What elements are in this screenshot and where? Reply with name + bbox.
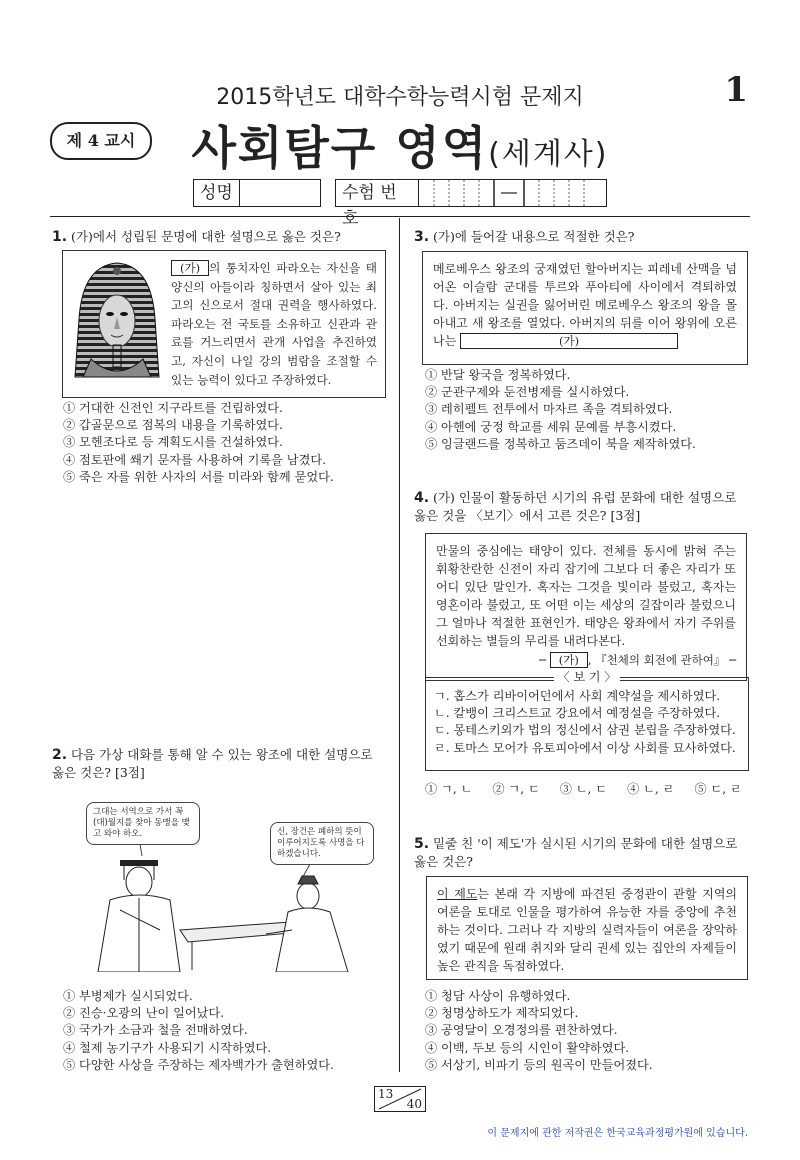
- page-counter: [374, 1086, 426, 1112]
- q4-bogi-item-3: ㄷ. 몽테스키외가 법의 정신에서 삼권 분립을 주장하였다.: [434, 723, 736, 738]
- q5-options: [425, 988, 653, 1074]
- q2-dialogue-illustration: [80, 800, 370, 972]
- q3-number: 3.: [414, 229, 430, 245]
- q3-option-4[interactable]: ④ 아헨에 궁정 학교를 세워 문예를 부흥시켰다.: [425, 419, 677, 434]
- q4-cite-prefix: ─: [539, 653, 547, 667]
- exam-title: 2015학년도 대학수학능력시험 문제지: [216, 85, 584, 110]
- q5-option-2[interactable]: ② 청명상하도가 제작되었다.: [425, 1006, 579, 1021]
- q5-stem: [414, 835, 748, 871]
- q1-number: 1.: [52, 229, 68, 245]
- q5-option-5[interactable]: ⑤ 서상기, 비파기 등의 원곡이 만들어졌다.: [425, 1057, 653, 1072]
- q5-passage: 는 본래 각 지방에 파견된 중정관이 관할 지역의 여론을 토대로 인물을 평가하여 유능한 자를 중앙에 추천하는 것이다. 그러나 각 지방의 실력자들이 여론을 장악하였기 때문에 원래 취지와 달리 권세 있는 집안의 자제들이 높은 관직을 독점하였다.: [437, 887, 738, 973]
- q4-bogi-item-2: ㄴ. 칼뱅이 크리스트교 강요에서 예정설을 주장하였다.: [434, 706, 721, 721]
- q3-option-5[interactable]: ⑤ 잉글랜드를 정복하고 둠즈데이 북을 제작하였다.: [425, 436, 696, 451]
- q3-option-2[interactable]: ② 군관구제와 둔전병제를 실시하였다.: [425, 385, 630, 400]
- exam-number-label: 수험 번호: [336, 180, 419, 206]
- page-total: 40: [406, 1097, 422, 1111]
- q2-option-4[interactable]: ④ 철제 농기구가 사용되기 시작하였다.: [63, 1040, 272, 1055]
- q3-passage: 메로베우스 왕조의 궁재였던 할아버지는 피레네 산맥을 넘어온 이슬람 군대를 투르와 푸아티에 사이에서 격퇴하였다. 아버지는 실권을 잃어버린 메로베우스 왕조의 왕을 몰아내고 새 왕조를 열었다. 아버지의 뒤를 이어 왕위에 오른 나는: [433, 262, 737, 348]
- q4-passage-box: [425, 533, 747, 681]
- q4-bogi-item-1: ㄱ. 홉스가 리바이어던에서 사회 계약설을 제시하였다.: [434, 689, 721, 703]
- q4-citation: [436, 651, 736, 669]
- q1-stem: [52, 228, 392, 246]
- session-badge: 제 4 교시: [50, 122, 152, 160]
- q2-option-2[interactable]: ② 진승·오광의 난이 일어났다.: [63, 1006, 225, 1021]
- q1-option-4[interactable]: ④ 점토판에 쐐기 문자를 사용하여 기록을 남겼다.: [63, 452, 326, 467]
- q4-choice-1[interactable]: ① ㄱ, ㄴ: [425, 782, 473, 796]
- q5-passage-box: [426, 876, 748, 980]
- q4-choice-5[interactable]: ⑤ ㄷ, ㄹ: [694, 782, 742, 796]
- copyright-notice: 이 문제지에 관한 저작권은 한국교육과정평가원에 있습니다.: [487, 1128, 748, 1139]
- q5-option-4[interactable]: ④ 이백, 두보 등의 시인이 활약하였다.: [425, 1040, 630, 1055]
- q1-option-5[interactable]: ⑤ 죽은 자를 위한 사자의 서를 미라와 함께 묻었다.: [63, 469, 334, 484]
- q2-option-5[interactable]: ⑤ 다양한 사상을 주장하는 제자백가가 출현하였다.: [63, 1057, 334, 1072]
- q4-choice-2[interactable]: ② ㄱ, ㄷ: [492, 782, 540, 796]
- header-divider: [50, 216, 750, 217]
- q4-bogi-item-4: ㄹ. 토마스 모어가 유토피아에서 이상 사회를 묘사하였다.: [434, 740, 736, 755]
- q2-number: 2.: [52, 747, 68, 763]
- q5-option-3[interactable]: ③ 공영달이 오경정의를 편찬하였다.: [425, 1023, 618, 1038]
- q1-options: [63, 400, 334, 486]
- q4-choice-3[interactable]: ③ ㄴ, ㄷ: [559, 782, 608, 796]
- q4-choice-4[interactable]: ④ ㄴ, ㄹ: [627, 782, 675, 796]
- q3-passage-box: [422, 251, 748, 365]
- pharaoh-mask-image: [71, 259, 163, 385]
- q2-option-3[interactable]: ③ 국가가 소금과 철을 전매하였다.: [63, 1023, 248, 1038]
- q4-choices: [425, 781, 745, 798]
- emperor-speech-bubble: 그대는 서역으로 가서 꼭 (대)월지를 찾아 동맹을 맺고 와야 하오.: [86, 802, 200, 845]
- q2-option-1[interactable]: ① 부병제가 실시되었다.: [63, 989, 193, 1003]
- q1-stem-text: (가)에서 성립된 문명에 대한 설명으로 옳은 것은?: [71, 229, 341, 244]
- q5-underlined-term: 이 제도: [437, 887, 478, 901]
- q1-passage-text: 의 통치자인 파라오는 자신을 태양신의 아들이라 칭하면서 살아 있는 최고의 신으로서 절대 권력을 행사하였다. 파라오는 전 국토를 소유하고 신관과 관료를 거느리면서 관개 사업을 추진하였고, 자신이 나일 강의 범람을 조절할 수 있는 능력이 있다고 주장하였다.: [171, 261, 377, 387]
- dialogue-figures: [80, 800, 370, 972]
- q2-options: [63, 988, 334, 1074]
- q4-stem-text: (가) 인물이 활동하던 시기의 유럽 문화에 대한 설명으로 옳은 것을 〈보기〉에서 고른 것은? [3점]: [414, 490, 737, 523]
- q3-stem: [414, 228, 750, 246]
- exam-number-field[interactable]: [335, 179, 607, 229]
- page-current: 13: [378, 1087, 394, 1101]
- q2-stem: [52, 746, 388, 782]
- q3-option-1[interactable]: ① 반달 왕국을 정복하였다.: [425, 368, 571, 382]
- q4-bogi-box: [425, 670, 749, 771]
- q3-options: [425, 367, 696, 453]
- name-label: 성명: [194, 180, 240, 206]
- q1-option-1[interactable]: ① 거대한 신전인 지구라트를 건립하였다.: [63, 401, 283, 415]
- q3-option-3[interactable]: ③ 레히펠트 전투에서 마자르 족을 격퇴하였다.: [425, 402, 673, 417]
- q4-cite-suffix: , 『천체의 회전에 관하여』 ─: [587, 653, 736, 667]
- q4-passage: 만물의 중심에는 태양이 있다. 전체를 동시에 밝혀 주는 휘황찬란한 신전이 자리 잡기에 그보다 더 좋은 자리가 또 어디 있단 말인가. 혹자는 그것을 빛이라 불렀고, 혹자는 영혼이라 불렀고, 또 어떤 이는 세상의 길잡이라 불렀으니 그 얼마나 적절한 표현인가. 태양은 왕좌에서 자기 주위를 선회하는 별들의 무리를 내려다본다.: [436, 544, 736, 648]
- name-input-area[interactable]: [240, 180, 320, 206]
- q4-bogi-title: 〈 보 기 〉: [554, 670, 621, 684]
- column-divider: [399, 218, 400, 1072]
- q1-blank: (가): [171, 260, 209, 276]
- q5-number: 5.: [414, 836, 430, 852]
- q3-stem-text: (가)에 들어갈 내용으로 적절한 것은?: [433, 229, 635, 244]
- q4-blank: (가): [550, 652, 588, 668]
- q1-option-3[interactable]: ③ 모헨조다로 등 계획도시를 건설하였다.: [63, 435, 283, 450]
- name-field[interactable]: [193, 179, 321, 207]
- q4-stem: [414, 489, 748, 525]
- q4-number: 4.: [414, 490, 430, 506]
- q5-option-1[interactable]: ① 청담 사상이 유행하였다.: [425, 989, 571, 1003]
- q5-stem-text: 밑줄 친 '이 제도'가 실시된 시기의 문화에 대한 설명으로 옳은 것은?: [414, 836, 738, 869]
- q2-stem-text: 다음 가상 대화를 통해 알 수 있는 왕조에 대한 설명으로 옳은 것은? [3점]: [52, 747, 373, 780]
- q3-blank: (가): [460, 333, 678, 349]
- q4-bogi-list: [426, 678, 748, 757]
- page-number: 1: [724, 70, 748, 110]
- zhangqian-speech-bubble: 신, 장건은 폐하의 뜻이 이루어지도록 사명을 다하겠습니다.: [270, 822, 374, 865]
- q1-passage-box: [62, 250, 386, 398]
- q4-bogi-title-wrap: [426, 668, 748, 685]
- area-sub: (세계사): [488, 137, 609, 172]
- area-main: 사회탐구 영역: [191, 121, 489, 175]
- subject-area-title: [0, 112, 800, 178]
- exam-number-cells[interactable]: [419, 180, 606, 206]
- q1-option-2[interactable]: ② 갑골문으로 점복의 내용을 기록하였다.: [63, 418, 283, 433]
